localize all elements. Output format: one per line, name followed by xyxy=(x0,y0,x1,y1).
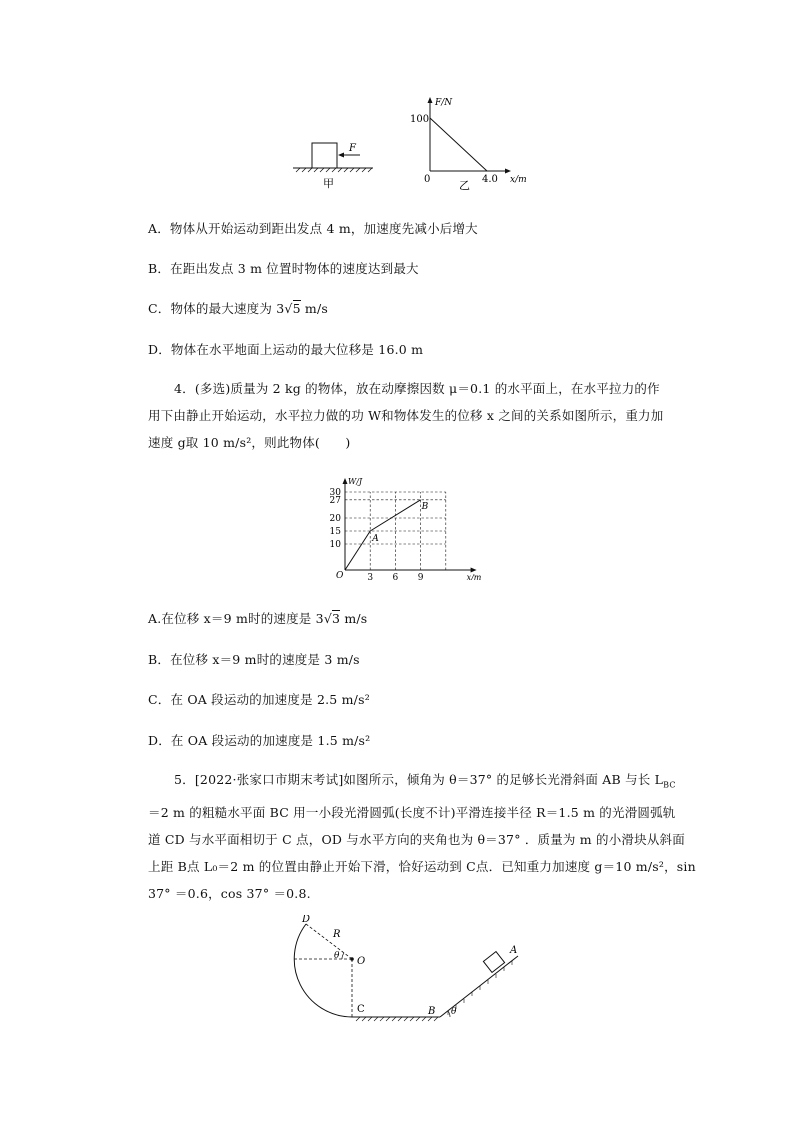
q5-line-3: 道 CD 与水平面相切于 C 点，OD 与水平方向的夹角也为 θ＝37° ．质量为 m 的小滑块从斜面 xyxy=(148,831,685,847)
y-axis-arrow xyxy=(428,97,433,103)
y-tick-label: 15 xyxy=(329,527,341,537)
q5-line-5: 37° ＝0.6，cos 37° ＝0.8. xyxy=(148,885,311,901)
label-yi: 乙 xyxy=(459,179,470,192)
force-line xyxy=(430,118,487,171)
q5-line-2: ＝2 m 的粗糙水平面 BC 用一小段光滑圆弧(长度不计)平滑连接半径 R＝1.5 m 的光滑圆弧轨 xyxy=(148,804,676,820)
x-axis-arrow xyxy=(471,568,477,573)
q4-line-2: 用下由静止开始运动，水平拉力做的功 W和物体发生的位移 x 之间的关系如图所示，重力加 xyxy=(148,408,664,423)
label-r: R xyxy=(333,929,341,940)
y-axis-label: W/J xyxy=(348,477,363,486)
origin-label: O xyxy=(336,571,344,580)
sqrt-sign: √ xyxy=(323,611,333,626)
angle-arc-o xyxy=(342,953,344,959)
label-jia: 甲 xyxy=(323,177,334,190)
point-label-b: B xyxy=(421,501,429,512)
q5-line-1-sub: BC xyxy=(663,780,676,790)
y-tick-label: 20 xyxy=(329,514,341,524)
q5-line-1: 5．[2022·张家口市期末考试]如图所示，倾角为 θ＝37° 的足够长光滑斜面 AB 与长 $L_{BC}$ xyxy=(174,772,676,790)
series-segment xyxy=(370,500,420,531)
label-o: O xyxy=(357,956,366,967)
q4-option-a-radicand: 3 xyxy=(332,611,341,626)
arc-cd xyxy=(294,924,352,1017)
label-theta-o: θ xyxy=(334,951,340,961)
label-b: B xyxy=(428,1006,436,1017)
q3-option-c-prefix: C．物体的最大速度为 3 xyxy=(148,301,285,316)
q3-option-d: D．物体在水平地面上运动的最大位移是 16.0 m xyxy=(148,342,424,357)
q4-option-b: B．在位移 x＝9 m时的速度是 3 m/s xyxy=(148,652,360,667)
y-tick-100: 100 xyxy=(410,114,430,125)
force-label: F xyxy=(349,143,356,154)
q4-stem xyxy=(148,375,708,456)
label-a: A xyxy=(510,945,518,956)
figure-force-block xyxy=(280,88,550,196)
force-arrowhead xyxy=(338,153,344,158)
ground-cb-hatch xyxy=(356,1017,438,1021)
x-tick-label: 9 xyxy=(417,573,424,580)
q5-line-4: 上距 B点 L₀＝2 m 的位置由静止开始下滑，恰好运动到 C点．已知重力加速度 g＝10 m/s²，sin xyxy=(148,858,696,874)
x-tick-label: 3 xyxy=(367,573,374,580)
x-axis-label: x/m xyxy=(466,573,482,580)
q4-option-a xyxy=(148,609,367,627)
y-tick-label: 27 xyxy=(329,495,341,506)
y-tick-label: 30 xyxy=(329,488,341,498)
origin-label: 0 xyxy=(424,174,431,185)
q4-option-a-prefix: A.在位移 x＝9 m时的速度是 3 xyxy=(148,611,324,626)
series-segment xyxy=(345,531,370,570)
figure-track xyxy=(290,915,540,1025)
center-o xyxy=(350,957,354,961)
block xyxy=(312,143,337,168)
y-tick-label: 10 xyxy=(329,540,341,550)
x-axis-label: x/m xyxy=(510,175,527,185)
q3-option-c-unit: m/s xyxy=(300,301,328,316)
x-tick-label: 6 xyxy=(392,573,399,580)
label-theta-b: θ xyxy=(451,1007,457,1017)
label-c: C xyxy=(357,1004,365,1015)
x-axis-arrow xyxy=(505,169,511,174)
q4-option-d: D．在 OA 段运动的加速度是 1.5 m/s² xyxy=(148,733,371,748)
ground-hatch xyxy=(296,168,372,172)
q3-option-b: B．在距出发点 3 m 位置时物体的速度达到最大 xyxy=(148,261,419,276)
q4-option-c: C．在 OA 段运动的加速度是 2.5 m/s² xyxy=(148,692,370,707)
label-d: D xyxy=(302,915,311,925)
x-tick-4: 4.0 xyxy=(482,174,498,185)
y-axis-label: F/N xyxy=(435,98,453,108)
point-label-a: A xyxy=(372,534,379,544)
sqrt-sign: √ xyxy=(284,301,293,316)
work-displacement-chart xyxy=(318,474,498,580)
q3-option-c xyxy=(148,299,328,317)
incline-hatch xyxy=(448,961,512,1015)
q4-option-a-unit: m/s xyxy=(340,611,368,626)
y-axis-arrow xyxy=(343,478,348,484)
q3-option-c-radicand: 5 xyxy=(292,301,301,316)
q5-stem xyxy=(148,766,708,907)
radius-od xyxy=(306,924,352,959)
q4-line-3: 速度 g取 10 m/s²，则此物体( ) xyxy=(148,435,351,450)
q4-line-1: 4．(多选)质量为 2 kg 的物体，放在动摩擦因数 μ＝0.1 的水平面上，在水平拉力的作 xyxy=(174,381,660,396)
q3-option-a: A．物体从开始运动到距出发点 4 m，加速度先减小后增大 xyxy=(148,221,478,236)
